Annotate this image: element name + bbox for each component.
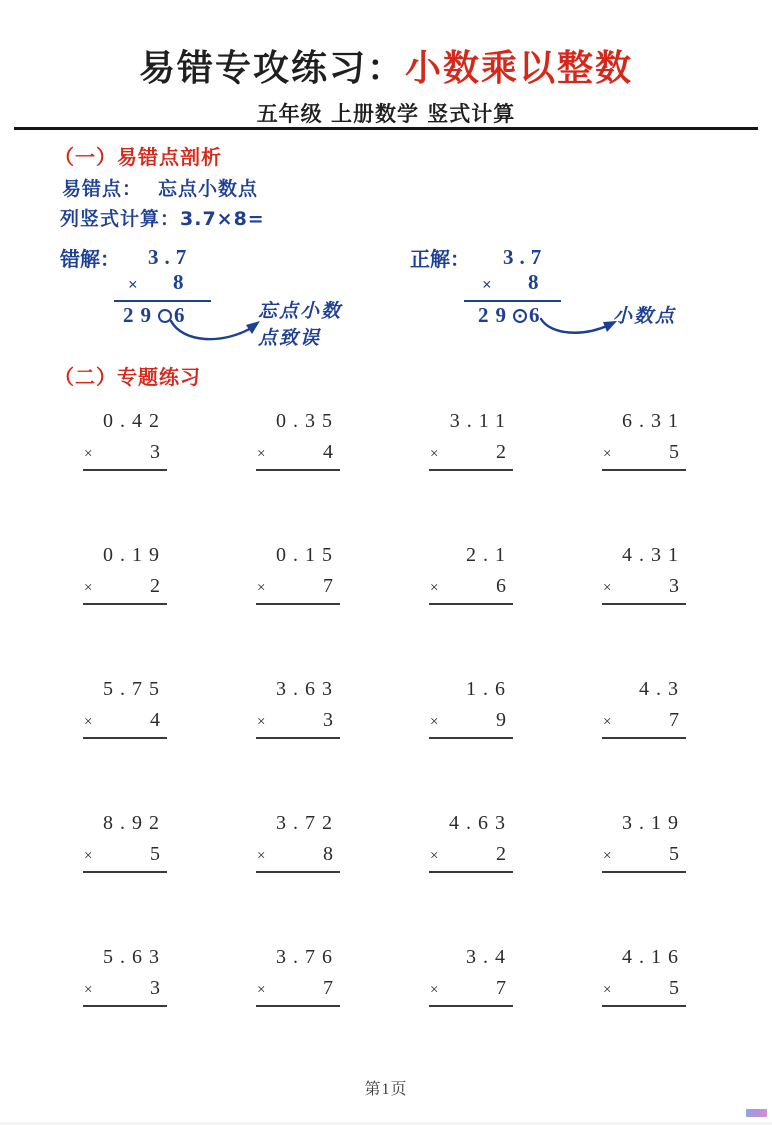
- problem-multiplier: 3: [669, 575, 679, 597]
- page-number: 第1页: [364, 1081, 408, 1098]
- problem-multiplier: 3: [323, 709, 333, 731]
- problem-factor: 4.3: [639, 678, 685, 700]
- practice-problem-7: [429, 544, 513, 605]
- multiply-sign: ×: [84, 848, 93, 864]
- multiply-sign: ×: [257, 580, 266, 596]
- problem-multiplier: 2: [150, 575, 160, 597]
- problem-multiplier-row: [256, 573, 340, 605]
- problem-multiplier: 6: [496, 575, 506, 597]
- problem-multiplier-row: [602, 975, 686, 1007]
- problem-multiplier: 5: [669, 977, 679, 999]
- problem-multiplier: 2: [496, 441, 506, 463]
- problem-multiplier: 4: [150, 709, 160, 731]
- problem-multiplier-row: [83, 841, 167, 873]
- correct-result-right: 6: [529, 303, 540, 327]
- problem-factor: 6.31: [622, 410, 685, 432]
- multiply-sign: ×: [430, 714, 439, 730]
- problem-multiplier: 7: [496, 977, 506, 999]
- problem-factor: 4.16: [622, 946, 685, 968]
- practice-problem-8: [602, 544, 686, 605]
- circled-decimal-point-icon: [513, 309, 527, 323]
- problem-factor: 3.11: [449, 410, 512, 432]
- problem-multiplier-row: [83, 975, 167, 1007]
- problem-factor: 5.63: [103, 946, 166, 968]
- problem-multiplier: 5: [150, 843, 160, 865]
- problem-factor: 3.19: [622, 812, 685, 834]
- practice-problem-5: [83, 544, 167, 605]
- correct-multiplier: 8: [528, 270, 539, 294]
- problem-multiplier-row: [256, 841, 340, 873]
- problem-multiplier-row: [256, 975, 340, 1007]
- problem-multiplier-row: [83, 439, 167, 471]
- practice-problem-1: [83, 410, 167, 471]
- error-point-value: 忘点小数点: [158, 178, 259, 200]
- wrong-multiplier: 8: [173, 270, 184, 294]
- practice-problem-9: [83, 678, 167, 739]
- multiply-sign: ×: [84, 446, 93, 462]
- section-2-heading: （二）专题练习: [54, 365, 201, 389]
- wrong-note-line2: 点致误: [258, 328, 322, 349]
- correct-result: [478, 303, 540, 328]
- wrong-result-left: 29: [123, 303, 158, 327]
- problem-factor: 1.6: [466, 678, 512, 700]
- multiply-sign: ×: [84, 580, 93, 596]
- problem-multiplier-row: [429, 439, 513, 471]
- multiply-sign: ×: [603, 848, 612, 864]
- correct-answer-line: [464, 300, 561, 302]
- wrong-note-line1: 忘点小数: [258, 301, 343, 322]
- practice-problem-15: [429, 812, 513, 873]
- page-title: [0, 40, 772, 91]
- practice-problem-13: [83, 812, 167, 873]
- correct-note: 小数点: [613, 306, 677, 327]
- problem-factor: 4.31: [622, 544, 685, 566]
- problem-multiplier-row: [429, 841, 513, 873]
- practice-grid: [83, 410, 686, 1007]
- multiply-sign: ×: [257, 714, 266, 730]
- wrong-note: [258, 298, 342, 352]
- problem-factor: 3.76: [276, 946, 339, 968]
- problem-multiplier-row: [83, 573, 167, 605]
- multiply-sign: ×: [430, 580, 439, 596]
- page-title-black: 易错专攻练习：: [138, 48, 405, 88]
- problem-factor: 0.42: [103, 410, 166, 432]
- problem-multiplier: 2: [496, 843, 506, 865]
- header-divider: [14, 127, 758, 130]
- problem-factor: 0.15: [276, 544, 339, 566]
- problem-factor: 3.4: [466, 946, 512, 968]
- multiply-sign: ×: [603, 580, 612, 596]
- problem-multiplier: 8: [323, 843, 333, 865]
- wrong-answer-line: [114, 300, 211, 302]
- problem-factor: 4.63: [449, 812, 512, 834]
- problem-multiplier: 3: [150, 977, 160, 999]
- worked-example-correct: [410, 241, 730, 361]
- curved-arrow-icon: [165, 315, 265, 349]
- problem-multiplier: 7: [323, 977, 333, 999]
- problem-factor: 0.19: [103, 544, 166, 566]
- problem-multiplier-row: [602, 707, 686, 739]
- multiply-sign: ×: [257, 446, 266, 462]
- practice-problem-3: [429, 410, 513, 471]
- problem-factor: 2.1: [466, 544, 512, 566]
- problem-multiplier-row: [602, 841, 686, 873]
- page-subtitle: 五年级 上册数学 竖式计算: [256, 102, 516, 126]
- error-point-label: 易错点：: [62, 178, 143, 200]
- error-point-line: [62, 174, 258, 201]
- practice-problem-14: [256, 812, 340, 873]
- multiply-sign: ×: [430, 848, 439, 864]
- practice-problem-10: [256, 678, 340, 739]
- page-title-red: 小数乘以整数: [405, 48, 634, 88]
- problem-multiplier-row: [602, 573, 686, 605]
- multiply-sign: ×: [603, 714, 612, 730]
- multiply-sign: ×: [84, 714, 93, 730]
- problem-multiplier-row: [602, 439, 686, 471]
- section-1-heading: （一）易错点剖析: [54, 145, 222, 169]
- problem-multiplier: 7: [669, 709, 679, 731]
- correct-factor: 3.7: [503, 245, 548, 269]
- wrong-result-right: 6: [174, 303, 185, 327]
- multiply-sign: ×: [603, 982, 612, 998]
- problem-multiplier-row: [429, 707, 513, 739]
- practice-problem-6: [256, 544, 340, 605]
- problem-multiplier: 3: [150, 441, 160, 463]
- problem-multiplier: 5: [669, 843, 679, 865]
- multiply-sign: ×: [84, 982, 93, 998]
- wrong-label: 错解：: [60, 247, 120, 271]
- wrong-multiply-sign: ×: [128, 275, 138, 294]
- practice-problem-19: [429, 946, 513, 1007]
- problem-factor: 0.35: [276, 410, 339, 432]
- instruction-line: 列竖式计算：3.7×8=: [60, 208, 265, 230]
- problem-multiplier: 5: [669, 441, 679, 463]
- multiply-sign: ×: [257, 982, 266, 998]
- problem-multiplier: 9: [496, 709, 506, 731]
- problem-multiplier: 4: [323, 441, 333, 463]
- watermark-logo: [746, 1109, 767, 1117]
- problem-factor: 5.75: [103, 678, 166, 700]
- problem-multiplier-row: [429, 975, 513, 1007]
- practice-problem-12: [602, 678, 686, 739]
- wrong-factor: 3.7: [148, 245, 193, 269]
- problem-factor: 8.92: [103, 812, 166, 834]
- problem-multiplier-row: [256, 439, 340, 471]
- problem-multiplier-row: [429, 573, 513, 605]
- problem-multiplier: 7: [323, 575, 333, 597]
- multiply-sign: ×: [430, 982, 439, 998]
- problem-factor: 3.63: [276, 678, 339, 700]
- practice-problem-16: [602, 812, 686, 873]
- curved-arrow-icon: [535, 311, 623, 339]
- practice-problem-17: [83, 946, 167, 1007]
- practice-problem-20: [602, 946, 686, 1007]
- problem-multiplier-row: [256, 707, 340, 739]
- worked-example-wrong: [60, 241, 380, 361]
- multiply-sign: ×: [257, 848, 266, 864]
- practice-problem-2: [256, 410, 340, 471]
- multiply-sign: ×: [430, 446, 439, 462]
- multiply-sign: ×: [603, 446, 612, 462]
- problem-multiplier-row: [83, 707, 167, 739]
- correct-result-left: 29: [478, 303, 513, 327]
- practice-problem-4: [602, 410, 686, 471]
- practice-problem-18: [256, 946, 340, 1007]
- correct-label: 正解：: [410, 247, 470, 271]
- practice-problem-11: [429, 678, 513, 739]
- correct-multiply-sign: ×: [482, 275, 492, 294]
- problem-factor: 3.72: [276, 812, 339, 834]
